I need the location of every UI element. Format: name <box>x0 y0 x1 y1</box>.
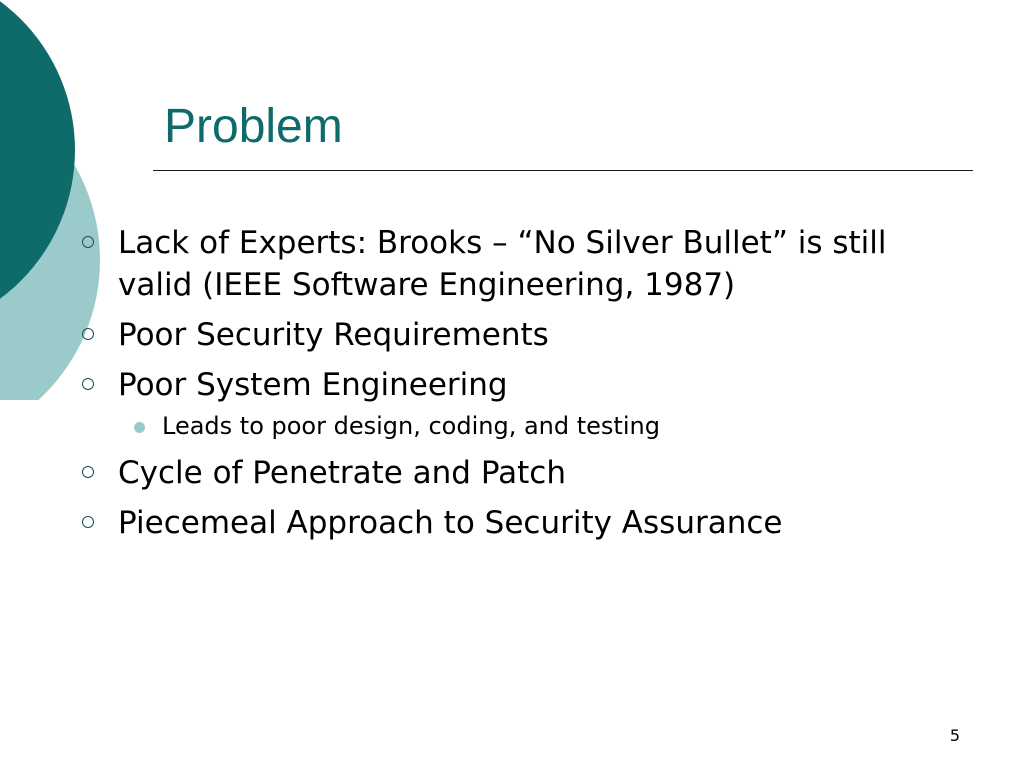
bullet-text: Piecemeal Approach to Security Assurance <box>118 505 783 541</box>
sub-bullet-text: Leads to poor design, coding, and testing <box>162 412 660 440</box>
bullet-item <box>78 364 918 406</box>
bullet-item <box>78 222 918 306</box>
bullet-item <box>78 314 918 356</box>
bullet-text: Poor Security Requirements <box>118 317 549 353</box>
bullet-text: Poor System Engineering <box>118 367 508 403</box>
bullet-text: Lack of Experts: Brooks – “No Silver Bullet” is still valid (IEEE Software Engineering, 1987) <box>118 225 887 303</box>
slide-page-number: 5 <box>949 726 961 745</box>
title-divider <box>153 170 973 171</box>
hollow-circle-bullet-icon <box>82 516 94 528</box>
hollow-circle-bullet-icon <box>82 378 94 390</box>
bullet-item <box>78 452 918 494</box>
filled-dot-bullet-icon <box>134 422 145 433</box>
hollow-circle-bullet-icon <box>82 328 94 340</box>
slide-title: Problem <box>164 100 343 153</box>
bullet-list <box>78 222 918 552</box>
bullet-text: Cycle of Penetrate and Patch <box>118 455 566 491</box>
sub-bullet-item <box>78 410 918 442</box>
hollow-circle-bullet-icon <box>82 236 94 248</box>
bullet-item <box>78 502 918 544</box>
hollow-circle-bullet-icon <box>82 466 94 478</box>
